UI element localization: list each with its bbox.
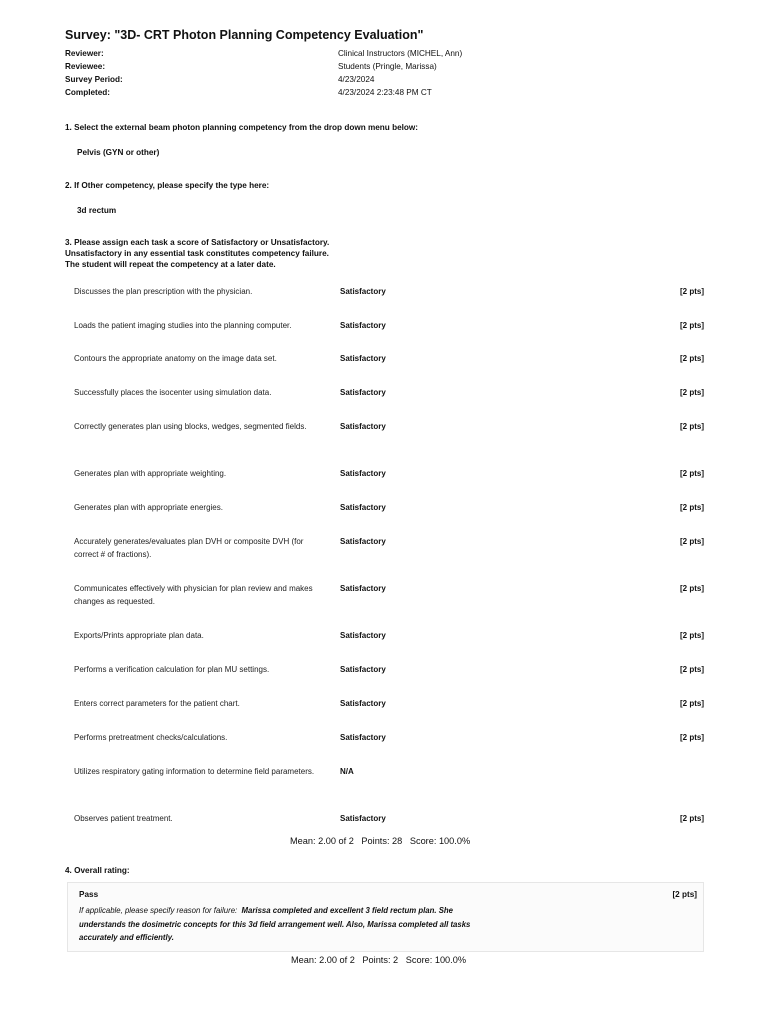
overall-rating-box — [67, 882, 704, 952]
task-text: Generates plan with appropriate energies. — [74, 503, 223, 512]
meta-label: Reviewer: — [65, 49, 104, 58]
task-text: Generates plan with appropriate weighting. — [74, 469, 227, 478]
summary-mean: Mean: 2.00 of 2 — [291, 955, 355, 965]
task-rating: Satisfactory — [340, 388, 386, 397]
task-text: Observes patient treatment. — [74, 814, 173, 823]
task-points: [2 pts] — [680, 354, 704, 363]
task-text: Correctly generates plan using blocks, wedges, segmented fields. — [74, 422, 307, 431]
survey-title: Survey: "3D- CRT Photon Planning Competency Evaluation" — [65, 28, 424, 42]
task-text: Performs a verification calculation for plan MU settings. — [74, 665, 270, 674]
meta-value: Clinical Instructors (MICHEL, Ann) — [338, 49, 463, 58]
summary-score: Score: 100.0% — [409, 836, 471, 846]
question-3-line-1: 3. Please assign each task a score of Satisfactory or Unsatisfactory. — [65, 238, 330, 247]
meta-label: Reviewee: — [65, 62, 106, 71]
task-points: [2 pts] — [680, 814, 704, 823]
task-rating: Satisfactory — [340, 287, 386, 296]
answer-2: 3d rectum — [77, 206, 117, 215]
overall-rating-points: [2 pts] — [672, 890, 697, 899]
task-points: [2 pts] — [680, 503, 704, 512]
summary-points: Points: 2 — [362, 955, 399, 965]
question-1: 1. Select the external beam photon planning competency from the drop down menu below: — [65, 123, 419, 132]
meta-value: Students (Pringle, Marissa) — [338, 62, 437, 71]
task-rating: Satisfactory — [340, 354, 386, 363]
meta-value: 4/23/2024 2:23:48 PM CT — [338, 88, 432, 97]
question-3-line-3: The student will repeat the competency at a later date. — [65, 260, 276, 269]
task-points: [2 pts] — [680, 321, 704, 330]
meta-row-survey-period — [65, 73, 725, 86]
question-2: 2. If Other competency, please specify the type here: — [65, 181, 270, 190]
task-rating: Satisfactory — [340, 699, 386, 708]
meta-label: Survey Period: — [65, 75, 123, 84]
task-text: Loads the patient imaging studies into the planning computer. — [74, 321, 292, 330]
meta-row-reviewer — [65, 47, 725, 60]
task-rating: Satisfactory — [340, 469, 386, 478]
meta-value: 4/23/2024 — [338, 75, 375, 84]
task-rating: Satisfactory — [340, 631, 386, 640]
task-points: [2 pts] — [680, 733, 704, 742]
task-rating: Satisfactory — [340, 422, 386, 431]
task-rating: Satisfactory — [340, 584, 386, 593]
task-rating: Satisfactory — [340, 814, 386, 823]
task-text: Exports/Prints appropriate plan data. — [74, 631, 204, 640]
task-points: [2 pts] — [680, 631, 704, 640]
meta-row-completed — [65, 86, 725, 99]
task-text: Utilizes respiratory gating information to determine field parameters. — [74, 767, 315, 776]
question-3-summary — [290, 836, 475, 846]
task-text: Enters correct parameters for the patient chart. — [74, 699, 240, 708]
task-points: [2 pts] — [680, 584, 704, 593]
task-text: Successfully places the isocenter using simulation data. — [74, 388, 272, 397]
task-points: [2 pts] — [680, 422, 704, 431]
task-rating: Satisfactory — [340, 733, 386, 742]
task-text: Communicates effectively with physician for plan review and makes changes as requested. — [74, 584, 313, 606]
overall-rating-value: Pass — [79, 890, 99, 899]
meta-row-reviewee — [65, 60, 725, 73]
task-rating: N/A — [340, 767, 354, 776]
task-rating: Satisfactory — [340, 503, 386, 512]
task-rating: Satisfactory — [340, 321, 386, 330]
task-text: Accurately generates/evaluates plan DVH or composite DVH (for correct # of fractions). — [74, 537, 304, 559]
summary-mean: Mean: 2.00 of 2 — [290, 836, 354, 846]
reason-label: If applicable, please specify reason for failure: — [79, 906, 238, 915]
survey-meta — [65, 47, 725, 99]
meta-label: Completed: — [65, 88, 111, 97]
summary-score: Score: 100.0% — [405, 955, 467, 965]
task-points: [2 pts] — [680, 388, 704, 397]
task-points: [2 pts] — [680, 287, 704, 296]
question-3-line-2: Unsatisfactory in any essential task constitutes competency failure. — [65, 249, 329, 258]
task-rating: Satisfactory — [340, 665, 386, 674]
answer-1: Pelvis (GYN or other) — [77, 148, 160, 157]
task-rating: Satisfactory — [340, 537, 386, 546]
task-text: Contours the appropriate anatomy on the image data set. — [74, 354, 277, 363]
overall-reason — [79, 904, 499, 945]
task-points: [2 pts] — [680, 665, 704, 674]
task-points: [2 pts] — [680, 699, 704, 708]
question-4-summary — [291, 955, 471, 965]
reason-text: Marissa completed and excellent 3 field rectum plan. She understands the dosimetric concepts for this 3d field arrangement well. Also, Marissa completed all tasks accurately and efficiently. — [79, 906, 471, 942]
summary-points: Points: 28 — [361, 836, 403, 846]
task-text: Discusses the plan prescription with the physician. — [74, 287, 253, 296]
task-points: [2 pts] — [680, 537, 704, 546]
question-4: 4. Overall rating: — [65, 866, 130, 875]
task-text: Performs pretreatment checks/calculations. — [74, 733, 228, 742]
task-points: [2 pts] — [680, 469, 704, 478]
